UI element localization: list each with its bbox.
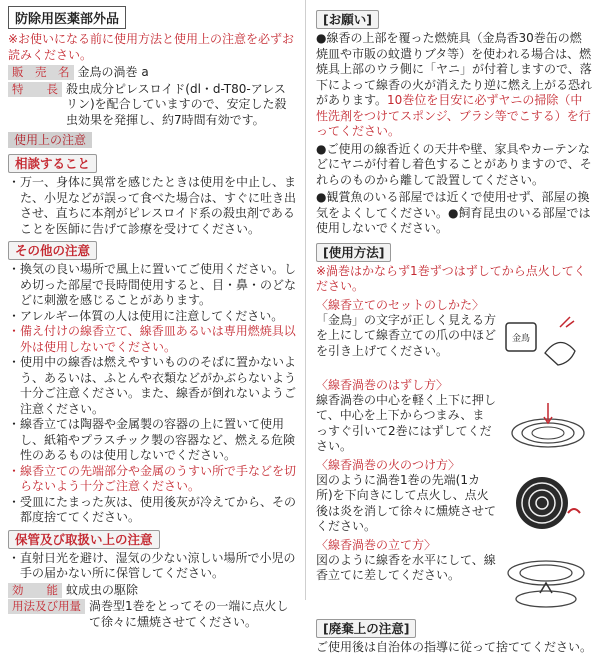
usage-precautions-bar: 使用上の注意 (8, 132, 92, 148)
field-label: 特 長 (8, 82, 62, 97)
request-text-3: ●観賞魚のいる部屋では近くで使用せず、部屋の換気をよくしてください。●飼育昆虫のいる部屋では使用しないでください。 (316, 190, 592, 237)
step-separate (316, 393, 592, 455)
stand-illustration-icon (500, 313, 592, 375)
other-note-item: ・アレルギー体質の人は使用に注意してください。 (8, 309, 297, 325)
field-product-name (8, 65, 297, 81)
field-value: 殺虫成分ピレスロイド(dl・d-T80-アレスリン)を配合していますので、安定した殺虫効果を発揮し、約7時間有効です。 (66, 82, 297, 129)
step-head-stand: 〈線香渦巻の立て方〉 (316, 538, 592, 553)
disposal-tag-label: 廃棄上の注意 (329, 621, 404, 636)
step-text: 線香渦巻の中心を軽く上下に押して、中心を上下からつまみ、まっすぐ引いて2巻にはずしてください。 (316, 393, 496, 455)
method-tag-label: 使用方法 (329, 245, 379, 260)
request-text (316, 31, 592, 140)
disposal-text: ご使用後は自治体の指導に従って捨ててください。 (316, 640, 592, 655)
request-tag-label: お願い (329, 12, 367, 27)
method-note: ※渦巻はかならず1巻ずつはずしてから点火してください。 (316, 264, 592, 295)
separate-coil-illustration-icon (500, 393, 592, 455)
other-note-item: ・受皿にたまった灰は、使用後灰が冷えてから、その都度捨ててください。 (8, 495, 297, 526)
section-method: [使用方法] (316, 243, 391, 262)
burning-coil-illustration-icon (500, 473, 592, 535)
read-before-use-notice: ※お使いになる前に使用方法と使用上の注意を必ずお読みください。 (8, 32, 297, 63)
field-value: 渦巻型1巻をとってその一端に点火して徐々に燻焼させてください。 (89, 599, 297, 630)
step-text: 「金鳥」の文字が正しく見える方を上にして線香立ての爪の中ほどを引き上げてください。 (316, 313, 496, 375)
field-value: 蚊成虫の駆除 (66, 583, 138, 599)
other-note-item: ・線香立ては陶器や金属製の容器の上に置いて使用し、紙箱やプラスチック製の容器など、燃える危険性のあるものは使用しないでください。 (8, 417, 297, 464)
field-efficacy (8, 583, 297, 599)
step-ignite (316, 473, 592, 535)
step-set-stand (316, 313, 592, 375)
other-note-item: ・備え付けの線香立て、線香皿あるいは専用燃焼具以外は使用しないでください。 (8, 324, 297, 355)
step-text: 図のように渦巻1巻の先端(1カ所)を下向きにして点火し、点火後は炎を消して徐々に燻焼させてください。 (316, 473, 496, 535)
other-note-item: ・使用中の線香は燃えやすいもののそばに置かないよう、あるいは、ふとんや衣類などがかぶらないよう十分ご注意ください。また、線香が倒れないようご注意ください。 (8, 355, 297, 417)
step-text: 図のように線香を水平にして、線香立てに差してください。 (316, 553, 496, 615)
step-stand-coil (316, 553, 592, 615)
right-column (306, 0, 600, 600)
step-head-ignite: 〈線香渦巻の火のつけ方〉 (316, 458, 592, 473)
other-note-item: ・換気の良い場所で風上に置いてご使用ください。しめ切った部屋で長時間使用すると、目・鼻・のどなどに刺激を感じることがあります。 (8, 262, 297, 309)
other-notes-list (8, 262, 297, 526)
left-column (0, 0, 306, 600)
other-note-item: ・線香立ての先端部分や金属のうすい所で手などを切らないよう十分ご注意ください。 (8, 464, 297, 495)
stand-coil-illustration-icon (500, 553, 592, 615)
consult-text: ・万一、身体に異常を感じたときは使用を中止し、また、小児などが誤って食べた場合は、すぐに吐き出させ、直ちに本剤がピレスロイド系の殺虫剤であることを医師に告げて診療を受けてください。 (8, 175, 297, 237)
section-disposal: [廃棄上の注意] (316, 619, 416, 638)
stand-illustration-label: 金鳥 (512, 332, 530, 344)
section-consult: 相談すること (8, 154, 97, 173)
field-dosage (8, 599, 297, 630)
field-label: 効 能 (8, 583, 62, 598)
request-text-2: ●ご使用の線香近くの天井や壁、家具やカーテンなどにヤニが付着し着色することがありますので、それらのものから離して設置してください。 (316, 142, 592, 189)
request-text-red: 10巻位を目安に必ずヤニの掃除（中性洗剤をつけてスポンジ、ブラシ等でこする）を行ってください。 (316, 93, 591, 138)
field-label: 販 売 名 (8, 65, 74, 80)
request-text-1: ●線香の上部を覆った燃焼具（金鳥香30巻缶の燃焼皿や市販の蚊遣りブタ等）を使われる場合は、燃焼具上部のウラ側に「ヤニ」が付着しますので、落下によって線香の火が消えたり逆に燃え上がる恐れがあります。 (316, 31, 592, 107)
document-title: 防除用医薬部外品 (8, 6, 126, 29)
field-label: 用法及び用量 (8, 599, 85, 614)
section-storage: 保管及び取扱い上の注意 (8, 530, 160, 549)
field-features (8, 82, 297, 129)
section-other-notes: その他の注意 (8, 241, 97, 260)
step-head-set-stand: 〈線香立てのセットのしかた〉 (316, 298, 592, 313)
field-value: 金鳥の渦巻 a (78, 65, 149, 81)
step-head-separate: 〈線香渦巻のはずし方〉 (316, 378, 592, 393)
section-request: [お願い] (316, 10, 379, 29)
storage-text: ・直射日光を避け、湿気の少ない涼しい場所で小児の手の届かない所に保管してください。 (8, 551, 297, 582)
